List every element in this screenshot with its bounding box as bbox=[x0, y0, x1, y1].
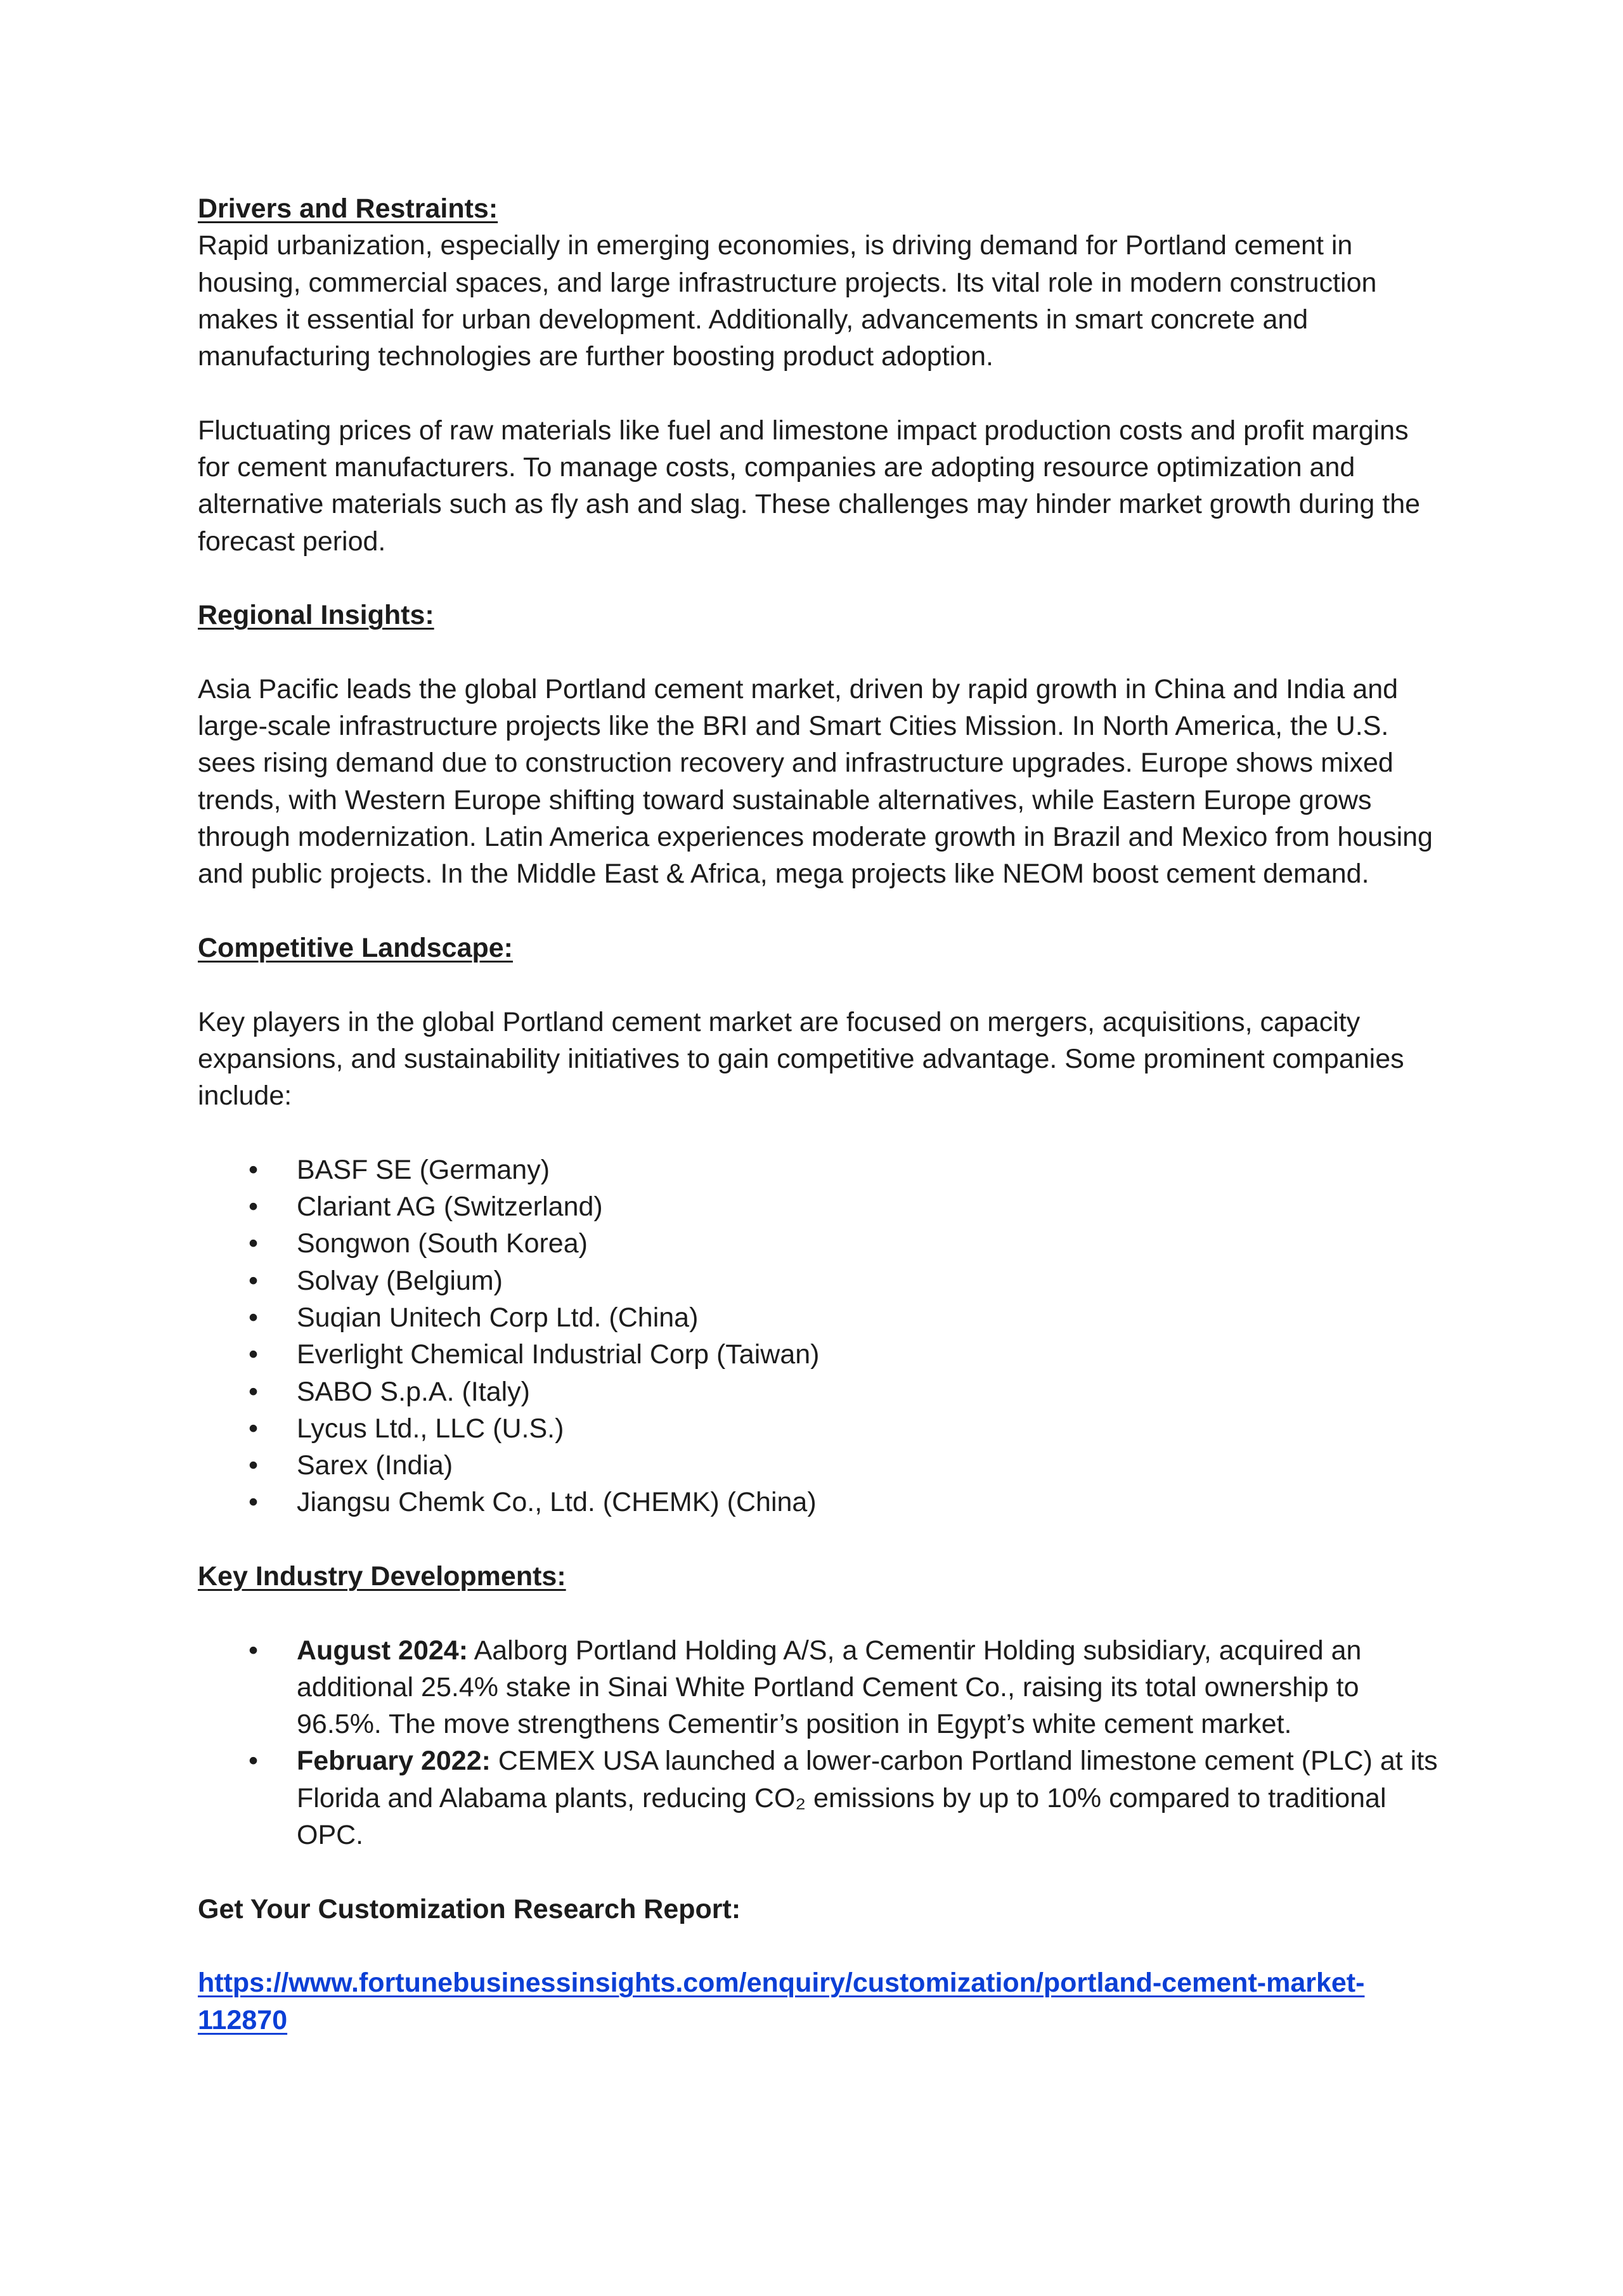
company-name: Songwon (South Korea) bbox=[297, 1228, 588, 1259]
list-item bbox=[198, 1410, 1440, 1447]
bullet-icon: • bbox=[249, 1191, 259, 1223]
competitive-paragraph: Key players in the global Portland cement market are focused on mergers, acquisitions, capacity expansions, and sustainability initiatives to gain competitive advantage. Some prominent companies include: bbox=[198, 1006, 1404, 1112]
customization-heading: Get Your Customization Research Report: bbox=[198, 1893, 741, 1924]
list-item bbox=[198, 1447, 1440, 1484]
list-item bbox=[198, 1262, 1440, 1299]
developments-heading: Key Industry Developments: bbox=[198, 1560, 566, 1592]
link-line-2[interactable]: 112870 bbox=[198, 2004, 288, 2035]
drivers-paragraph-2: Fluctuating prices of raw materials like fuel and limestone impact production costs and profit margins for cement manufacturers. To manage costs, companies are adopting resource optimization and alternative materials such as fly ash and slag. These challenges may hinder market growth during the forecast period. bbox=[198, 415, 1421, 557]
company-name: BASF SE (Germany) bbox=[297, 1154, 550, 1185]
list-item bbox=[198, 1225, 1440, 1262]
list-item bbox=[198, 1188, 1440, 1225]
competitive-heading: Competitive Landscape: bbox=[198, 932, 513, 963]
development-date: August 2024: bbox=[297, 1635, 469, 1666]
development-text: Aalborg Portland Holding A/S, a Cementir Holding subsidiary, acquired an additional 25.4% stake in Sinai White Portland Cement Co., raising its total ownership to 96.5%. The move strengthens Cementir’s position in Egypt’s white cement market. bbox=[297, 1635, 1362, 1740]
bullet-icon: • bbox=[249, 1450, 259, 1481]
link-line-1[interactable]: https://www.fortunebusinessinsights.com/enquiry/customization/portland-cement-market- bbox=[198, 1968, 1365, 1999]
company-name: Jiangsu Chemk Co., Ltd. (CHEMK) (China) bbox=[297, 1487, 817, 1518]
company-name: Suqian Unitech Corp Ltd. (China) bbox=[297, 1302, 699, 1333]
company-name: SABO S.p.A. (Italy) bbox=[297, 1376, 530, 1407]
list-item bbox=[198, 1373, 1440, 1410]
company-name: Sarex (India) bbox=[297, 1450, 453, 1481]
document-page bbox=[198, 190, 1440, 2039]
bullet-icon: • bbox=[249, 1154, 259, 1185]
bullet-icon: • bbox=[249, 1487, 259, 1518]
development-item bbox=[198, 1742, 1440, 1853]
company-name: Solvay (Belgium) bbox=[297, 1265, 503, 1296]
development-date: February 2022: bbox=[297, 1746, 491, 1777]
list-item bbox=[198, 1484, 1440, 1521]
list-item bbox=[198, 1336, 1440, 1373]
company-name: Lycus Ltd., LLC (U.S.) bbox=[297, 1413, 564, 1444]
list-item bbox=[198, 1299, 1440, 1336]
bullet-icon: • bbox=[249, 1376, 259, 1407]
company-name: Clariant AG (Switzerland) bbox=[297, 1191, 603, 1223]
list-item bbox=[198, 1151, 1440, 1188]
bullet-icon: • bbox=[249, 1339, 259, 1370]
bullet-icon: • bbox=[249, 1265, 259, 1296]
regional-heading: Regional Insights: bbox=[198, 600, 434, 631]
development-item bbox=[198, 1632, 1440, 1743]
drivers-heading: Drivers and Restraints: bbox=[198, 193, 498, 224]
bullet-icon: • bbox=[249, 1228, 259, 1259]
customization-link-paragraph bbox=[198, 1964, 1440, 2039]
development-text: CEMEX USA launched a lower-carbon Portland limestone cement (PLC) at its Florida and Alabama plants, reducing CO₂ emissions by up to 10% compared to traditional OPC. bbox=[297, 1746, 1438, 1851]
regional-paragraph: Asia Pacific leads the global Portland cement market, driven by rapid growth in China and India and large-scale infrastructure projects like the BRI and Smart Cities Mission. In North America, the U.S. sees rising demand due to construction recovery and infrastructure upgrades. Europe shows mixed trends, with Western Europe shifting toward sustainable alternatives, while Eastern Europe grows through modernization. Latin America experiences moderate growth in Brazil and Mexico from housing and public projects. In the Middle East & Africa, mega projects like NEOM boost cement demand. bbox=[198, 673, 1433, 890]
bullet-icon: • bbox=[249, 1413, 259, 1444]
developments-list bbox=[198, 1632, 1440, 1854]
bullet-icon: • bbox=[249, 1746, 259, 1777]
bullet-icon: • bbox=[249, 1635, 259, 1666]
drivers-paragraph-1: Rapid urbanization, especially in emerging economies, is driving demand for Portland cement in housing, commercial spaces, and large infrastructure projects. Its vital role in modern construction makes it essential for urban development. Additionally, advancements in smart concrete and manufacturing technologies are further boosting product adoption. bbox=[198, 230, 1377, 372]
company-list bbox=[198, 1151, 1440, 1521]
customization-link[interactable] bbox=[198, 1968, 1364, 2035]
company-name: Everlight Chemical Industrial Corp (Taiwan) bbox=[297, 1339, 820, 1370]
bullet-icon: • bbox=[249, 1302, 259, 1333]
